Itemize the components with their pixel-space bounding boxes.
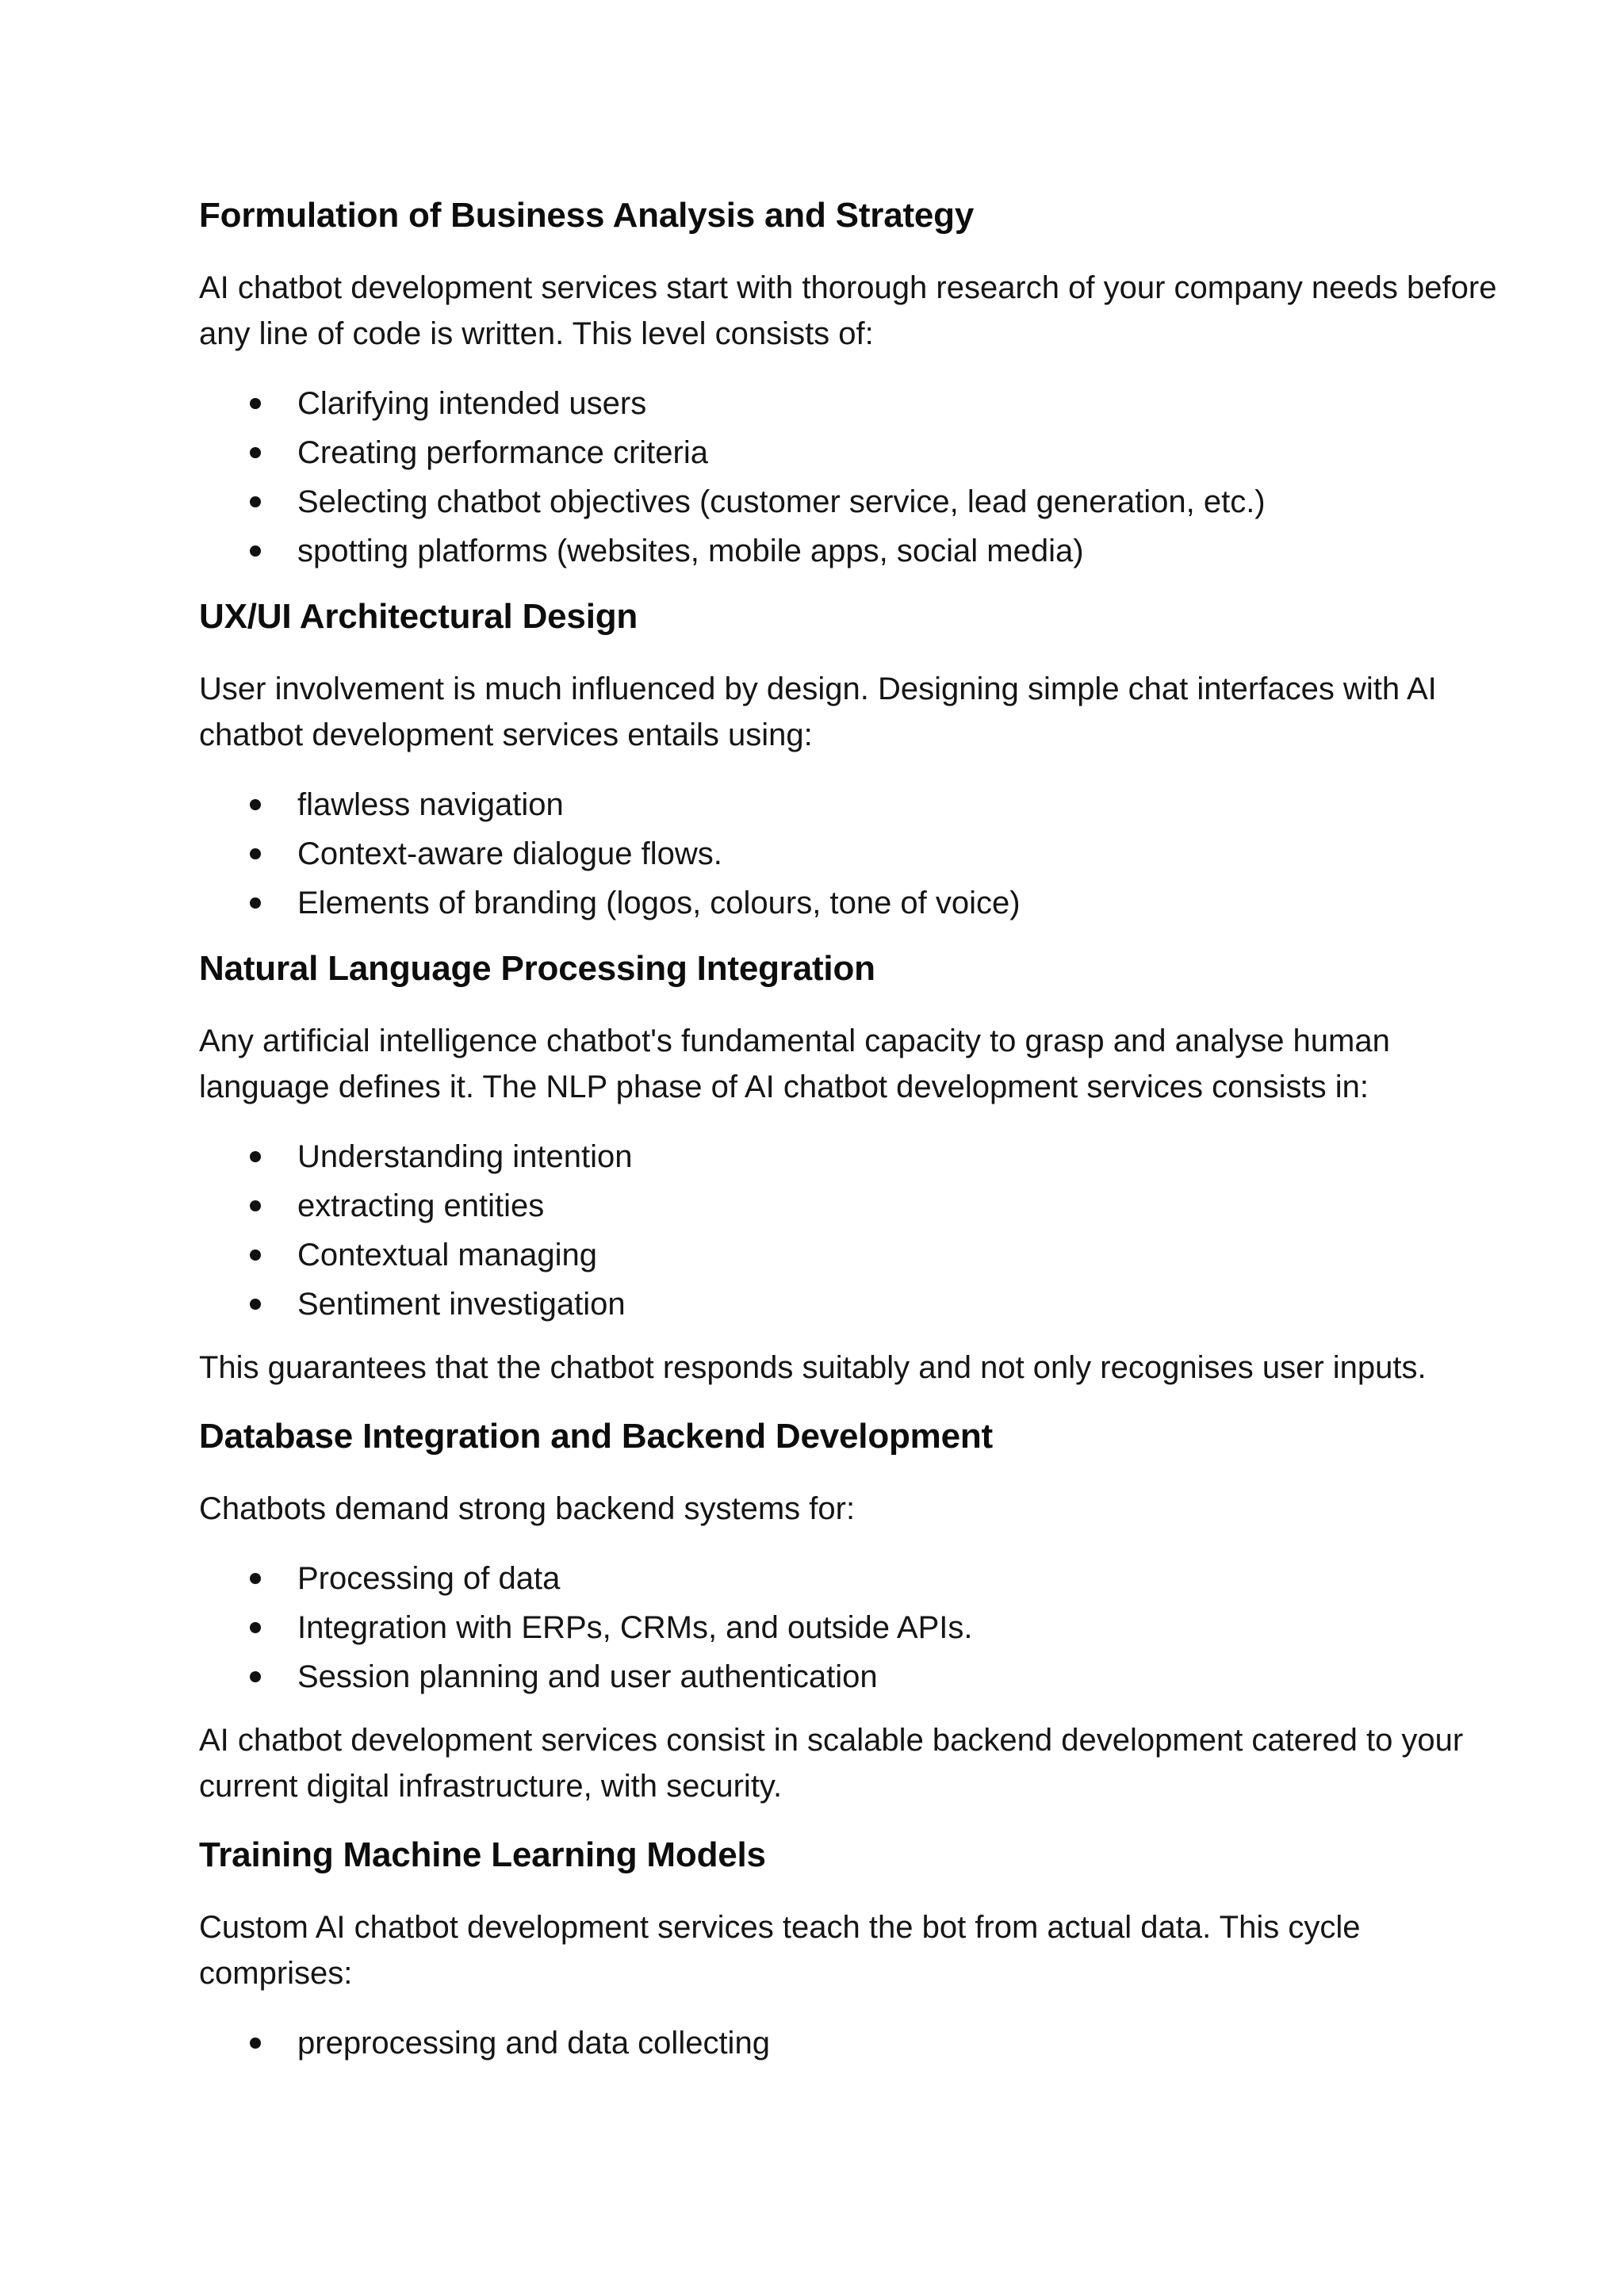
list-item [199, 1280, 1505, 1329]
list-item [199, 1652, 1505, 1701]
list-item-text: Processing of data [297, 1561, 561, 1596]
bullet-icon [250, 1249, 261, 1261]
list-item [199, 1181, 1505, 1230]
list-item-text: extracting entities [297, 1188, 545, 1223]
list-item-text: Integration with ERPs, CRMs, and outside APIs. [297, 1610, 973, 1645]
bullet-list-business-analysis [199, 379, 1505, 576]
list-item [199, 878, 1505, 928]
section-outro-nlp: This guarantees that the chatbot responds suitably and not only recognises user inputs. [199, 1350, 1427, 1385]
bullet-list-ml-training [199, 2019, 1505, 2068]
bullet-icon [250, 1671, 261, 1682]
list-item [199, 1132, 1505, 1181]
bullet-icon [250, 398, 261, 409]
bullet-icon [250, 2038, 261, 2049]
list-item-text: preprocessing and data collecting [297, 2026, 770, 2061]
list-item-text: Sentiment investigation [297, 1287, 626, 1322]
bullet-icon [250, 447, 261, 458]
bullet-icon [250, 1622, 261, 1633]
list-item-text: Context-aware dialogue flows. [297, 836, 722, 871]
section-intro-business-analysis: AI chatbot development services start with thorough research of your company needs before any line of code is written. This level consists of: [199, 270, 1497, 351]
section-intro-nlp: Any artificial intelligence chatbot's fundamental capacity to grasp and analyse human language defines it. The NLP phase of AI chatbot development services consists in: [199, 1024, 1390, 1104]
list-item-text: Elements of branding (logos, colours, tone of voice) [297, 886, 1021, 920]
list-item-text: flawless navigation [297, 787, 564, 822]
list-item-text: spotting platforms (websites, mobile apps, social media) [297, 534, 1084, 568]
list-item [199, 829, 1505, 878]
list-item-text: Understanding intention [297, 1139, 633, 1174]
list-item [199, 379, 1505, 428]
list-item-text: Contextual managing [297, 1238, 598, 1272]
list-item [199, 2019, 1505, 2068]
bullet-icon [250, 1573, 261, 1584]
list-item-text: Creating performance criteria [297, 435, 708, 470]
section-intro-backend: Chatbots demand strong backend systems for: [199, 1491, 856, 1526]
list-item-text: Session planning and user authentication [297, 1659, 878, 1694]
list-item [199, 526, 1505, 576]
list-item [199, 1554, 1505, 1603]
list-item [199, 428, 1505, 477]
bullet-icon [250, 1200, 261, 1211]
bullet-icon [250, 496, 261, 507]
bullet-list-ux-ui [199, 780, 1505, 928]
list-item [199, 1230, 1505, 1280]
bullet-list-nlp [199, 1132, 1505, 1329]
bullet-icon [250, 799, 261, 810]
section-heading-nlp: Natural Language Processing Integration [199, 949, 875, 988]
list-item [199, 1603, 1505, 1652]
bullet-list-backend [199, 1554, 1505, 1701]
bullet-icon [250, 545, 261, 557]
section-heading-backend: Database Integration and Backend Development [199, 1417, 994, 1456]
list-item [199, 780, 1505, 829]
section-outro-backend: AI chatbot development services consist in scalable backend development catered to your current digital infrastructure, with security. [199, 1723, 1464, 1804]
section-heading-ml-training: Training Machine Learning Models [199, 1835, 766, 1874]
bullet-icon [250, 1299, 261, 1310]
section-intro-ml-training: Custom AI chatbot development services teach the bot from actual data. This cycle comprises: [199, 1910, 1361, 1991]
section-intro-ux-ui: User involvement is much influenced by design. Designing simple chat interfaces with AI chatbot development services entails using: [199, 672, 1437, 752]
section-heading-ux-ui: UX/UI Architectural Design [199, 597, 638, 636]
list-item-text: Clarifying intended users [297, 386, 647, 421]
bullet-icon [250, 848, 261, 859]
bullet-icon [250, 897, 261, 909]
bullet-icon [250, 1151, 261, 1162]
list-item-text: Selecting chatbot objectives (customer service, lead generation, etc.) [297, 484, 1266, 519]
section-heading-business-analysis: Formulation of Business Analysis and Strategy [199, 196, 975, 235]
list-item [199, 477, 1505, 526]
